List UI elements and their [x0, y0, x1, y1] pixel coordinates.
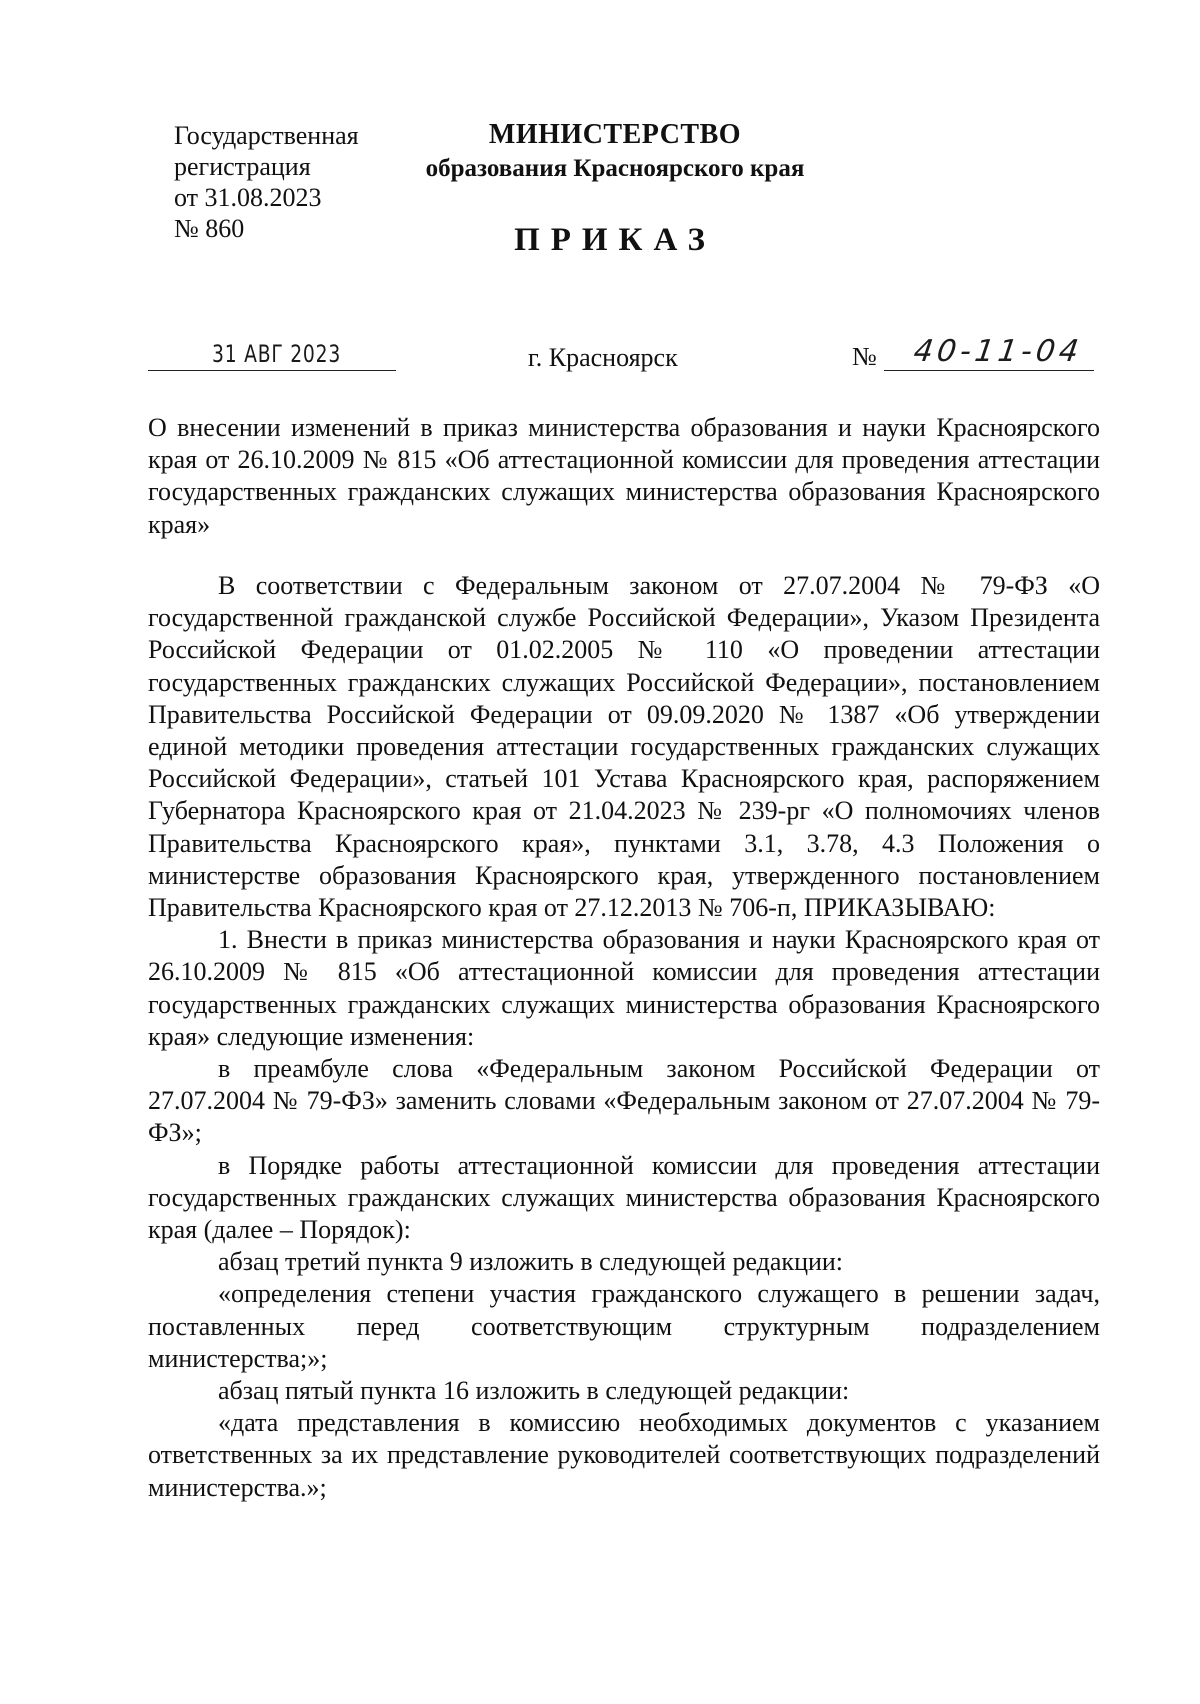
order-title-text: О внесении изменений в приказ министерства образования и науки Красноярского края от 26.10.2009 № 815 «Об аттестационной комиссии для проведения аттестации государственных гражданских служащих министерства образования Красноярского края»	[148, 413, 1100, 539]
ministry-subtitle: образования Красноярского края	[425, 155, 805, 182]
registration-block	[174, 120, 359, 244]
number-sign: №	[852, 342, 877, 371]
document-type: ПРИКАЗ	[514, 222, 716, 258]
paragraph: в преамбуле слова «Федеральным законом Российской Федерации от 27.07.2004 № 79-ФЗ» заменить словами «Федеральным законом от 27.07.2004 № 79-ФЗ»;	[148, 1054, 1100, 1148]
order-body	[148, 570, 1100, 1504]
ministry-header	[400, 118, 830, 186]
registration-line: регистрация	[174, 152, 311, 181]
registration-line: Государственная	[174, 121, 359, 150]
number-line	[884, 334, 1094, 371]
ministry-title: МИНИСТЕРСТВО	[488, 119, 742, 150]
paragraph: в Порядке работы аттестационной комиссии для проведения аттестации государственных гражданских служащих министерства образования Красноярского края (далее – Порядок):	[148, 1150, 1100, 1245]
paragraph: 1. Внести в приказ министерства образования и науки Красноярского края от 26.10.2009 № 815 «Об аттестационной комиссии для проведения аттестации государственных гражданских служащих министерства образования Красноярского края» следующие изменения:	[148, 925, 1100, 1051]
paragraph: абзац третий пункта 9 изложить в следующей редакции:	[218, 1247, 844, 1277]
registration-date: от 31.08.2023	[174, 183, 322, 212]
handwritten-number: 40-11-04	[911, 334, 1085, 369]
paragraph: «определения степени участия гражданского служащего в решении задач, поставленных перед соответствующим структурным подразделением министерства;»;	[148, 1279, 1100, 1373]
paragraph: В соответствии с Федеральным законом от 27.07.2004 № 79-ФЗ «О государственной гражданской службе Российской Федерации», Указом Президента Российской Федерации от 01.02.2005 № 110 «О проведении аттестации государственных гражданских служащих Российской Федерации», постановлением Правительства Российской Федерации от 09.09.2020 № 1387 «Об утверждении единой методики проведения аттестации государственных гражданских служащих Российской Федерации», статьей 101 Устава Красноярского края, распоряжением Губернатора Красноярского края от 21.04.2023 № 239-рг «О полномочиях членов Правительства Красноярского края», пунктами 3.1, 3.78, 4.3 Положения о министерстве образования Красноярского края, утвержденного постановлением Правительства Красноярского края от 27.12.2013 № 706-п, ПРИКАЗЫВАЮ:	[148, 571, 1100, 923]
paragraph: «дата представления в комиссию необходимых документов с указанием ответственных за их представление руководителей соответствующих подразделений министерства.»;	[148, 1408, 1100, 1502]
date-stamp: 31 АВГ 2023	[212, 340, 342, 368]
order-title	[148, 412, 1100, 541]
date-line	[148, 340, 396, 371]
city: г. Красноярск	[528, 343, 678, 372]
paragraph: абзац пятый пункта 16 изложить в следующей редакции:	[218, 1376, 850, 1406]
registration-number: № 860	[174, 214, 245, 243]
